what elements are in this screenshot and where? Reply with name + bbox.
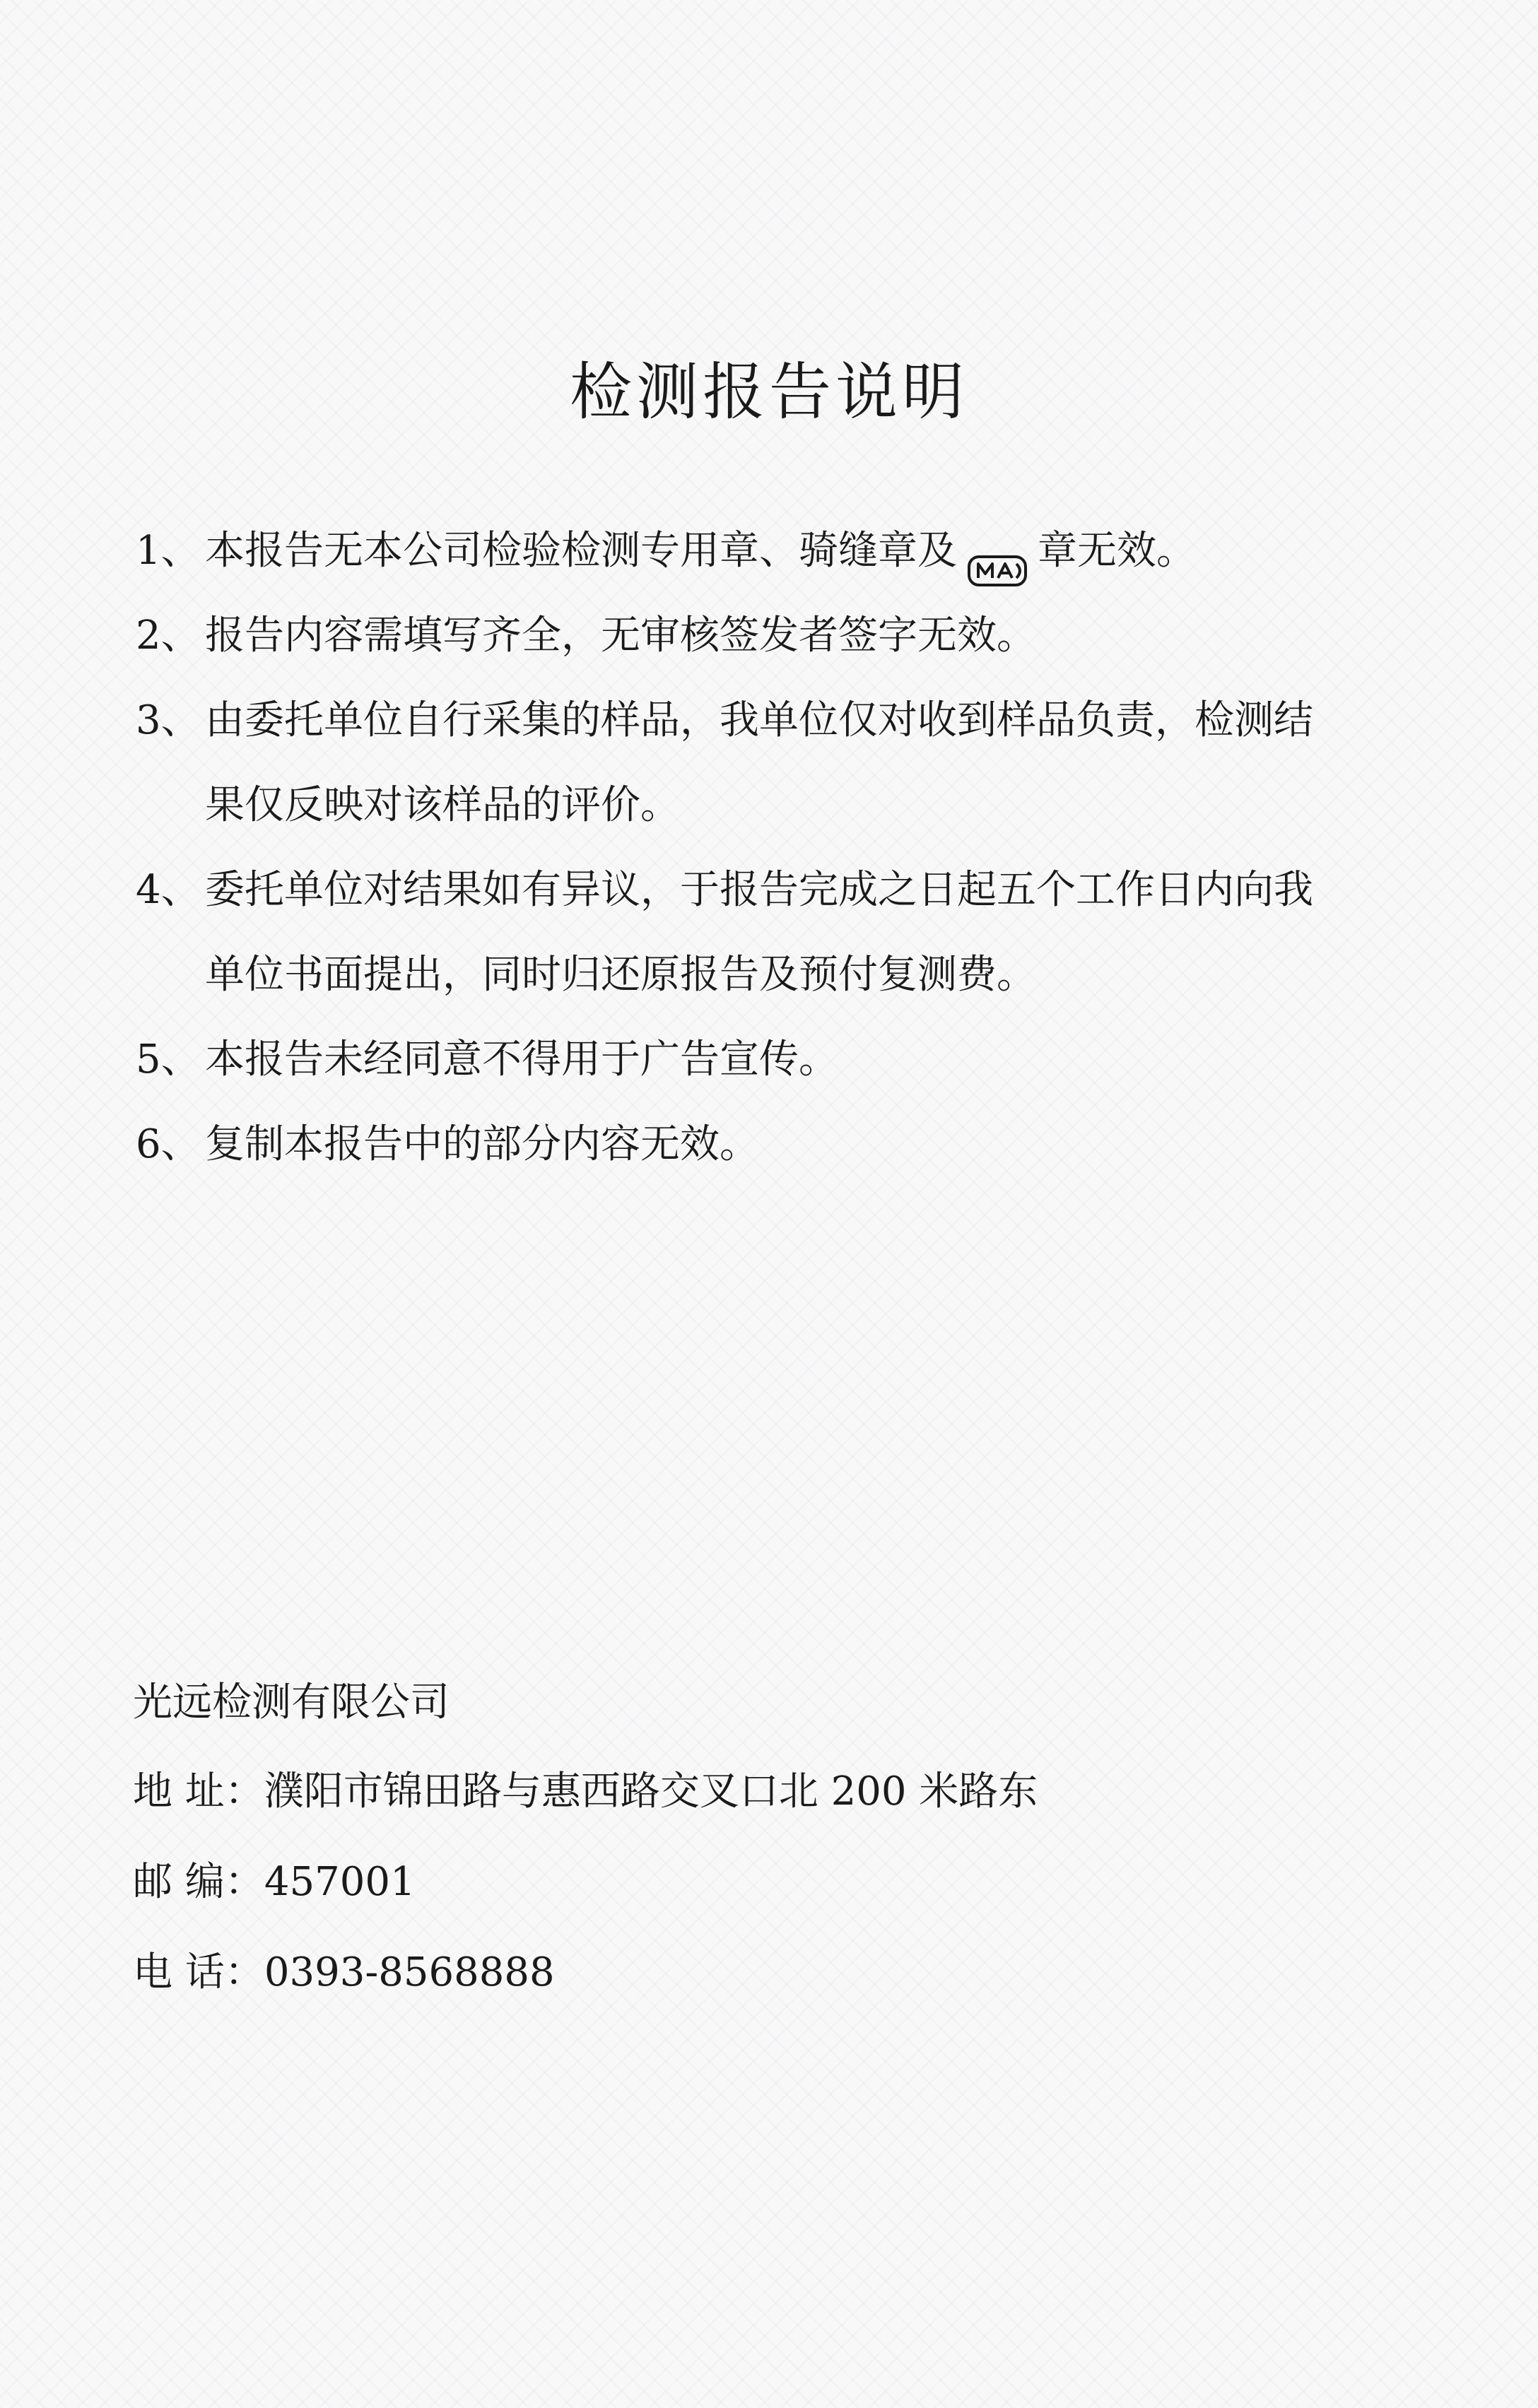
note-item-2 xyxy=(136,594,1351,678)
note-item-4 xyxy=(136,848,1351,1017)
note-number: 2、 xyxy=(136,613,201,659)
note-text-after-mark: 章无效。 xyxy=(1038,528,1196,574)
separator: ： xyxy=(224,1769,264,1814)
postcode-label: 邮 编 xyxy=(133,1859,225,1905)
notes-list xyxy=(136,509,1351,1187)
note-text: 本报告未经同意不得用于广告宣传。 xyxy=(205,1037,838,1082)
note-number: 3、 xyxy=(136,697,201,743)
note-item-6 xyxy=(136,1102,1351,1187)
separator: ： xyxy=(224,1859,264,1905)
note-number: 5、 xyxy=(136,1037,201,1082)
note-text: 报告内容需填写齐全，无审核签发者签字无效。 xyxy=(205,613,1036,659)
note-text: 由委托单位自行采集的样品，我单位仅对收到样品负责，检测结果仅反映对该样品的评价。 xyxy=(205,697,1313,828)
note-number: 4、 xyxy=(136,867,201,913)
phone-label: 电 话 xyxy=(133,1949,225,1995)
note-text xyxy=(205,509,1351,594)
separator: ： xyxy=(224,1949,264,1995)
cma-icon xyxy=(967,533,1028,567)
note-text: 复制本报告中的部分内容无效。 xyxy=(205,1121,759,1167)
note-item-1 xyxy=(136,509,1351,594)
phone-value: 0393-8568888 xyxy=(264,1949,555,1995)
note-text-before-mark: 本报告无本公司检验检测专用章、骑缝章及 xyxy=(205,528,957,574)
phone-row xyxy=(133,1928,1405,2018)
address-label: 地 址 xyxy=(133,1769,225,1814)
company-name: 光远检测有限公司 xyxy=(133,1680,450,1725)
page-title: 检测报告说明 xyxy=(569,355,968,428)
note-number: 6、 xyxy=(136,1121,201,1167)
company-info xyxy=(133,1659,1405,2018)
address-row xyxy=(133,1747,1405,1837)
note-number: 1、 xyxy=(136,528,201,574)
note-item-5 xyxy=(136,1017,1351,1102)
postcode-value: 457001 xyxy=(264,1859,416,1905)
address-value: 濮阳市锦田路与惠西路交叉口北 200 米路东 xyxy=(264,1769,1038,1814)
note-item-3 xyxy=(136,678,1351,848)
note-text: 委托单位对结果如有异议，于报告完成之日起五个工作日内向我单位书面提出，同时归还原报告及预付复测费。 xyxy=(205,867,1313,998)
postcode-row xyxy=(133,1837,1405,1928)
